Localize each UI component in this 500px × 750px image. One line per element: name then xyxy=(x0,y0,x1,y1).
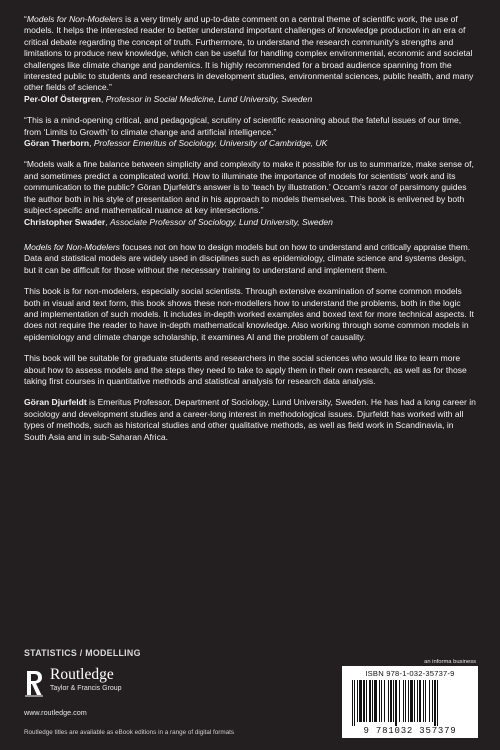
barcode-bar xyxy=(423,680,424,722)
barcode-bar xyxy=(374,680,377,722)
barcode-bar xyxy=(395,680,397,726)
endorser-name: Christopher Swader xyxy=(24,216,106,227)
barcode-bar xyxy=(414,680,415,722)
barcode-bar xyxy=(381,680,382,722)
barcode-bar xyxy=(359,680,362,722)
publisher-website: www.routledge.com xyxy=(24,708,87,717)
barcode-bar xyxy=(419,680,421,722)
endorser-affiliation: Associate Professor of Sociology, Lund University, Sweden xyxy=(109,216,333,227)
subject-category: STATISTICS / MODELLING xyxy=(24,648,141,658)
barcode-bar xyxy=(363,680,365,722)
book-title-italic: Models for Non-Modelers xyxy=(24,241,120,252)
barcode-bar xyxy=(399,680,400,722)
endorsement-2-text: “This is a mind-opening critical, and pedagogical, scrutiny of scientific reasoning about the fateful issues of our time, from ‘Limits to Growth’ to climate change and artificial intelligence.” xyxy=(24,115,462,137)
informa-tagline: an informa business xyxy=(424,659,476,665)
endorsement-1 xyxy=(24,14,476,105)
publisher-group: Taylor & Francis Group xyxy=(50,685,122,692)
barcode-bar xyxy=(403,680,404,722)
endorsement-3-attribution: Christopher Swader, Associate Professor of Sociology, Lund University, Sweden xyxy=(24,216,333,227)
barcode-bar xyxy=(393,680,394,722)
author-bio: Göran Djurfeldt is Emeritus Professor, Department of Sociology, Lund University, Sweden. He has had a long career in sociology and development studies and a career-long interest in methodological issues. Djurfeldt has worked with all types of methods, such as historical studies and other qualitative methods, as well as field work in Scandinavia, in South Asia and in sub-Saharan Africa. xyxy=(24,397,476,442)
barcode-bar xyxy=(379,680,380,722)
book-title-italic: Models for Non-Modelers xyxy=(26,14,123,24)
endorsement-2-attribution: Göran Therborn, Professor Emeritus of Sociology, University of Cambridge, UK xyxy=(24,138,328,149)
barcode-bar xyxy=(408,680,409,722)
routledge-r-icon xyxy=(24,669,44,697)
publisher-logo xyxy=(24,666,184,706)
description-paragraph-2: This book is for non-modelers, especially social scientists. Through extensive examination of some common models both in visual and text form, this book shows these non-modellers how to understand the problems, both in the logic and implementation of such models. It includes in-depth worked examples and boxed text for more technical aspects. It does not require the reader to have in-depth mathematical knowledge. Also working through some common models in epidemiology and climate change scholarship, it examines AI and the problem of causality. xyxy=(24,286,474,342)
endorsement-1-text: “Models for Non-Modelers is a very timely and up-to-date comment on a central theme of scientific work, the use of models. It helps the interested reader to better understand important challenges of knowledge production in an era of critical debate regarding the concept of truth. Furthermore, to understand the research community's strengths and limitations to produce new knowledge, which can be useful for handling complex environmental, economic and societal challenges like climate change and pandemics. It is highly recommended for a broad audience spanning from the interested public to students and researchers in development studies, environmental sciences, public health, and many other fields of science.” xyxy=(24,14,474,93)
barcode-bar xyxy=(372,680,373,722)
endorsement-3-text: “Models walk a fine balance between simplicity and complexity to make it possible for us to summarize, make sense of, and sometimes predict a complicated world. How to illuminate the importance of models for scientists’ work and its communication to the public? Göran Djurfeldt’s answer is to ‘teach by illustration.’ Occam’s razor of parsimony guides the author both in his style of presentation and in his approach to models themselves. This book is enlivened by both subject-specific and mathematical nuance at key intersections.” xyxy=(24,159,474,216)
endorser-affiliation: Professor Emeritus of Sociology, University of Cambridge, UK xyxy=(93,138,328,149)
barcode-bar xyxy=(390,680,392,722)
isbn-barcode xyxy=(342,666,478,738)
barcode-bar xyxy=(410,680,413,722)
barcode-digits: 9 781032 357379 xyxy=(363,726,457,736)
barcode-bar xyxy=(405,680,406,722)
barcode-bar xyxy=(354,680,355,726)
barcode-graphic xyxy=(350,680,470,726)
barcode-bar xyxy=(369,680,371,722)
barcode-bar xyxy=(425,680,426,722)
endorser-name: Per-Olof Östergren xyxy=(24,93,101,104)
description-paragraph-3: This book will be suitable for graduate students and researchers in the social sciences who would like to learn more about how to assess models and the steps they need to take to apply them in their own research, as well as for those taking first courses in quantitative methods and statistical analysis for research data analysis. xyxy=(24,353,467,386)
endorsement-1-attribution: Per-Olof Östergren, Professor in Social Medicine, Lund University, Sweden xyxy=(24,93,313,104)
barcode-bar xyxy=(417,680,418,722)
barcode-bar xyxy=(437,680,438,726)
ebook-note: Routledge titles are available as eBook editions in a range of digital formats xyxy=(24,729,235,736)
barcode-bar xyxy=(366,680,367,722)
barcode-bar xyxy=(434,680,436,726)
barcode-bar xyxy=(432,680,433,722)
isbn-label: ISBN 978-1-032-35737-9 xyxy=(365,669,455,678)
publisher-name: Routledge xyxy=(50,666,114,683)
back-cover-text xyxy=(24,14,476,453)
endorser-affiliation: Professor in Social Medicine, Lund University, Sweden xyxy=(105,93,313,104)
barcode-bar xyxy=(388,680,389,722)
endorsement-3 xyxy=(24,159,476,227)
barcode-bar xyxy=(352,680,353,726)
description-paragraph-1: Models for Non-Modelers focuses not on how to design models but on how to understand and critically appraise them. Data and statistical models are widely used in disciplines such as epidemiology, climate science and systems design, but it can be difficult for those without the necessary training to understand and implement them. xyxy=(24,241,471,275)
endorser-name: Göran Therborn xyxy=(24,138,90,149)
endorsement-2 xyxy=(24,115,476,149)
barcode-bar xyxy=(429,680,430,722)
author-name: Göran Djurfeldt xyxy=(24,397,87,408)
barcode-bar xyxy=(384,680,385,722)
barcode-bar xyxy=(357,680,358,722)
